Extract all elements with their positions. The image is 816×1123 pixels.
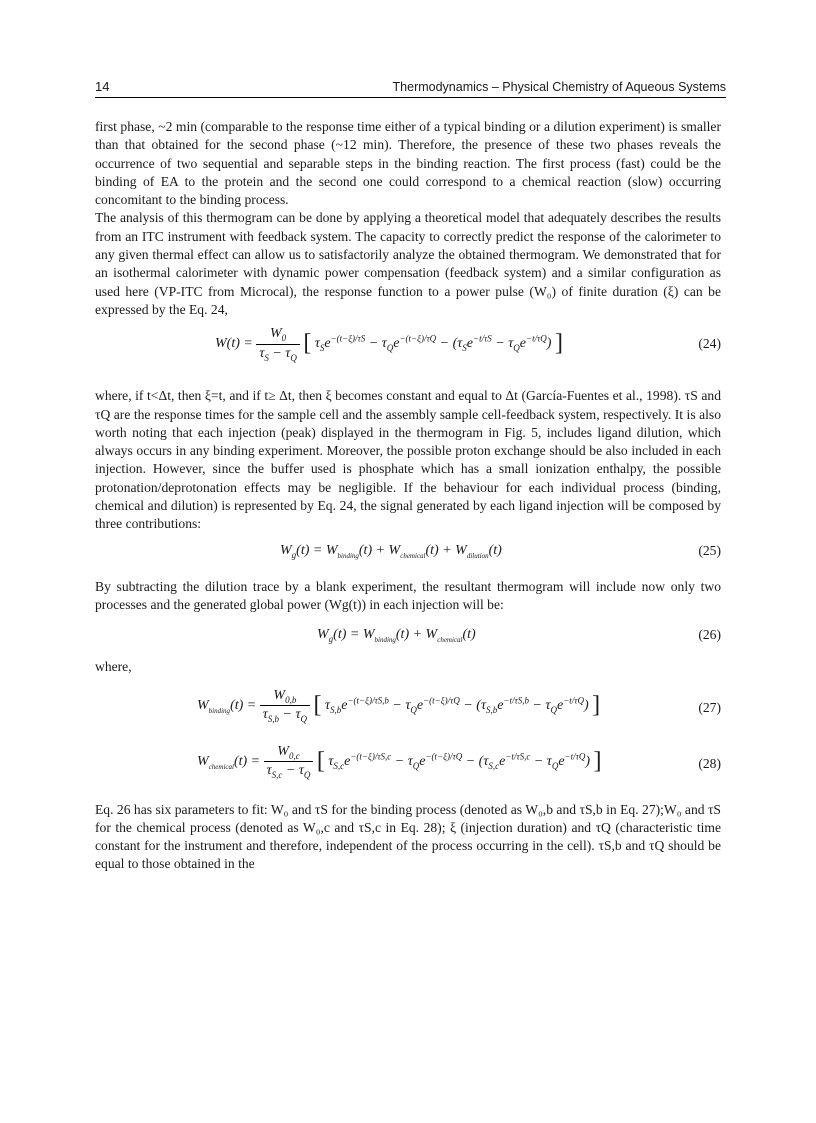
equation-26-number: (26) bbox=[698, 627, 721, 643]
equation-24-number: (24) bbox=[698, 336, 721, 352]
equation-25-number: (25) bbox=[698, 542, 721, 558]
equation-25-formula: $W_g(t) = W_{binding}(t) + W_{chemical}(t) + W_{dilution}(t)$ bbox=[280, 542, 502, 560]
paragraph-2: The analysis of this thermogram can be done by applying a theoretical model that adequately describes the results from an ITC instrument with feedback system. The capacity to correctly predict the response of the calorimeter to any given thermal effect can allow us to satisfactorily analyze the obtained thermogram. We demonstrated that for an isothermal calorimeter with dynamic power compensation (feedback system) and a similar configuration as used here (VP-ITC from Microcal), the response function to a power pulse (W₀) of finite duration (ξ) can be expressed by the Eq. 24, bbox=[95, 210, 721, 317]
equation-26-formula: $W_g(t) = W_{binding}(t) + W_{chemical}(t)$ bbox=[317, 627, 476, 645]
equation-26 bbox=[95, 614, 721, 658]
equation-27-formula: $W_{binding}(t)$ = $\frac{W_{0,b}}{\tau_{S,b} - \tau_Q}$ [ $\tau_{S,b}e^{-(t-\xi)/\tau S,b} - \tau_Qe^{-(t-\xi)/\tau Q} - (\tau_{S,b}e^{-t/\tau S,b} - \tau_Qe^{-t/\tau Q})$ ] bbox=[197, 687, 601, 724]
equation-27 bbox=[95, 677, 721, 735]
equation-28 bbox=[95, 735, 721, 793]
paragraph-3: where, if t<Δt, then ξ=t, and if t≥ Δt, then ξ becomes constant and equal to Δt (García-Fuentes et al., 1998). τS and τQ are the response times for the sample cell and the assembly sample cell-feedback system, respectively. It is also worth noting that each injection (peak) displayed in the thermogram in Fig. 5, includes ligand dilution, which always occurs in any binding experiment. Moreover, the possible proton exchange should be also included in each injection. However, since the buffer used is phosphate which has a small ionization enthalpy, the possible protonation/deprotonation effects may be negligible. If the behaviour for each individual process (binding, chemical and dilution) is represented by Eq. 24, the signal generated by each ligand injection will be composed by three contributions: bbox=[95, 388, 721, 532]
running-header bbox=[95, 79, 726, 98]
equation-27-number: (27) bbox=[698, 699, 721, 715]
paragraph-5: where, bbox=[95, 659, 132, 675]
paragraph-6: Eq. 26 has six parameters to fit: W₀ and τS for the binding process (denoted as W₀,b and τS,b in Eq. 27);W₀ and τS for the chemical process (denoted as W₀,c and τS,c in Eq. 28); ξ (injection duration) and τQ (characteristic time constant for the instrument and therefore, independent of the process occurring in the cell). τS,b and τQ should be equal to those obtained in the bbox=[95, 801, 721, 872]
paragraph-1: first phase, ~2 min (comparable to the response time either of a typical binding or a dilution experiment) is smaller than that obtained for the second phase (~12 min). Therefore, the presence of these two phases reveals the occurrence of two sequential and separable steps in the binding reaction. The first process (fast) could be the binding of EA to the protein and the second one could correspond to a chemical reaction (slow) occurring concomitant to the binding process. bbox=[95, 119, 721, 208]
book-title: Thermodynamics – Physical Chemistry of Aqueous Systems bbox=[392, 80, 726, 94]
equation-24 bbox=[95, 319, 721, 375]
equation-24-formula: W(t) = $\frac{W_0}{\tau_S - \tau_Q}$ [ $\tau_Se^{-(t-\xi)/\tau S} - \tau_Qe^{-(t-\xi)/\tau Q} - (\tau_Se^{-t/\tau S} - \tau_Qe^{-t/\tau Q})$ ] bbox=[215, 326, 563, 363]
equation-28-formula: $W_{chemical}(t)$ = $\frac{W_{0,c}}{\tau_{S,c} - \tau_Q}$ [ $\tau_{S,c}e^{-(t-\xi)/\tau S,c} - \tau_Qe^{-(t-\xi)/\tau Q} - (\tau_{S,c}e^{-t/\tau S,c} - \tau_Qe^{-t/\tau Q})$ ] bbox=[197, 743, 602, 780]
equation-25 bbox=[95, 534, 721, 578]
equation-28-number: (28) bbox=[698, 755, 721, 771]
page-number: 14 bbox=[95, 79, 110, 94]
page-body bbox=[95, 118, 721, 874]
paragraph-4: By subtracting the dilution trace by a blank experiment, the resultant thermogram will include now only two processes and the generated global power (Wg(t)) in each injection will be: bbox=[95, 578, 721, 612]
